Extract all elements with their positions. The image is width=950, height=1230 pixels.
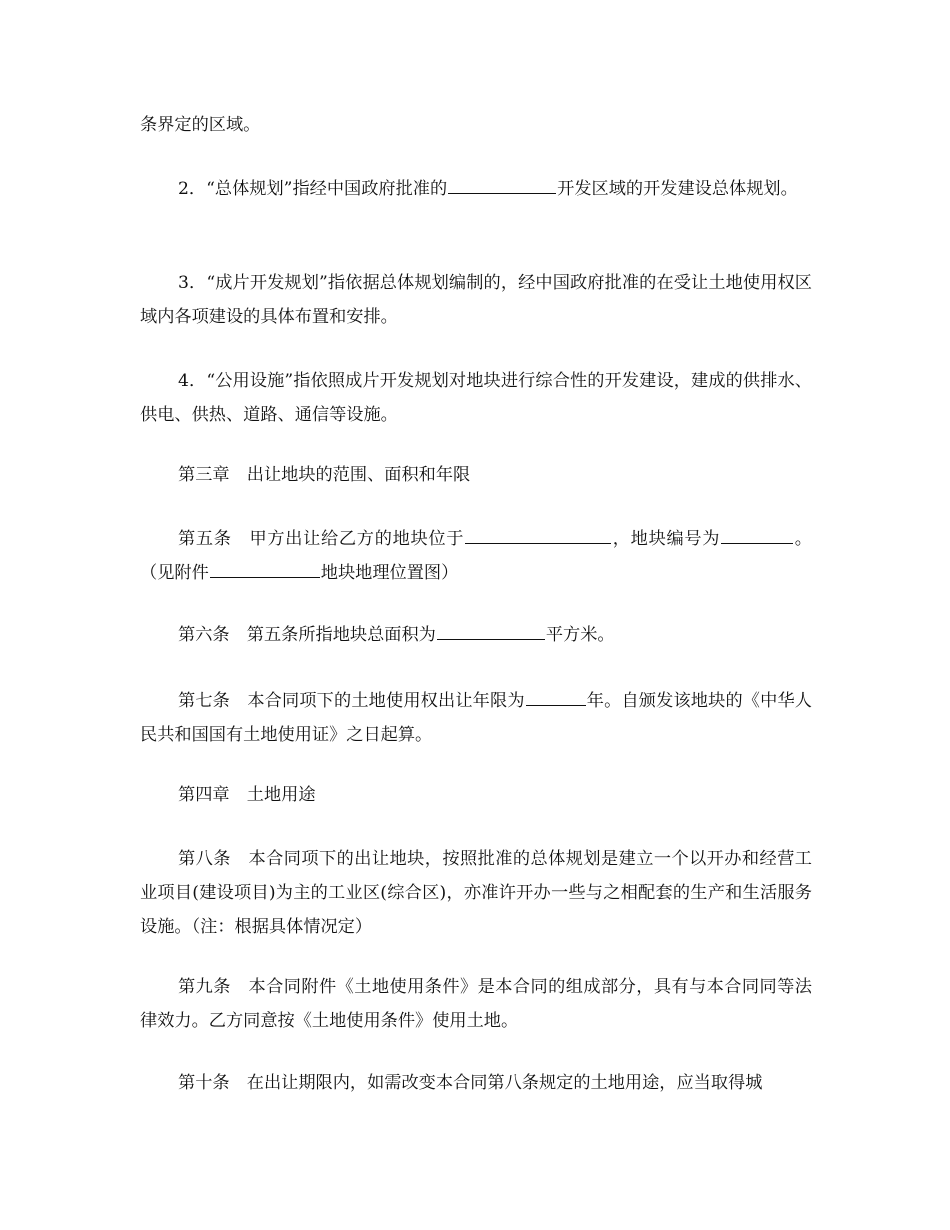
- fill-in-blank: [721, 523, 793, 544]
- paragraph-text: 开发区域的开发建设总体规划。: [557, 179, 798, 199]
- chapter-title: 第三章 出让地块的范围、面积和年限: [178, 465, 471, 485]
- paragraph-text: 第九条 本合同附件《土地使用条件》是本合同的组成部分，具有与本合同同等法律效力。乙方同意按《土地使用条件》使用土地。: [140, 977, 812, 1031]
- paragraph-text: 第七条 本合同项下的土地使用权出让年限为: [178, 691, 525, 711]
- paragraph-text: 。（见附件: [140, 529, 812, 583]
- paragraph-text: 第十条 在出让期限内，如需改变本合同第八条规定的土地用途，应当取得城: [178, 1073, 763, 1093]
- definition-public-facilities: [140, 364, 812, 432]
- paragraph-text: 平方米。: [545, 625, 615, 645]
- article-10: [140, 1066, 812, 1100]
- paragraph-text: 4．“公用设施”指依照成片开发规划对地块进行综合性的开发建设，建成的供排水、供电、供热、道路、通信等设施。: [140, 371, 812, 425]
- paragraph-text: 2．“总体规划”指经中国政府批准的: [178, 179, 448, 199]
- paragraph-text: 第八条 本合同项下的出让地块，按照批准的总体规划是建立一个以开办和经营工业项目(建设项目)为主的工业区(综合区)，亦准许开办一些与之相配套的生产和生活服务设施。（注：根据具体情况定）: [140, 849, 812, 937]
- definition-block-development-plan: [140, 266, 812, 334]
- paragraph-text: ，地块编号为: [612, 529, 721, 549]
- fill-in-blank: [448, 173, 556, 194]
- fill-in-blank: [210, 557, 320, 578]
- article-8: [140, 842, 812, 944]
- paragraph-text: 第六条 第五条所指地块总面积为: [178, 625, 436, 645]
- paragraph-continuation: [140, 108, 812, 142]
- paragraph-text: 第五条 甲方出让给乙方的地块位于: [178, 529, 465, 549]
- paragraph-text: 地块地理位置图）: [320, 563, 459, 583]
- fill-in-blank: [526, 685, 586, 706]
- article-7: [140, 684, 812, 752]
- definition-general-plan: [140, 172, 812, 206]
- chapter-heading-4: [140, 778, 812, 812]
- article-6: [140, 618, 812, 652]
- paragraph-text: 条界定的区域。: [140, 115, 261, 135]
- paragraph-text: 年。自颁发该地块的《中华人民共和国国有土地使用证》之日起算。: [140, 691, 812, 745]
- fill-in-blank: [437, 619, 545, 640]
- paragraph-text: 3．“成片开发规划”指依据总体规划编制的，经中国政府批准的在受让土地使用权区域内各项建设的具体布置和安排。: [140, 273, 812, 327]
- article-5: [140, 522, 812, 590]
- chapter-heading-3: [140, 458, 812, 492]
- chapter-title: 第四章 土地用途: [178, 785, 316, 805]
- fill-in-blank: [465, 523, 611, 544]
- article-9: [140, 970, 812, 1038]
